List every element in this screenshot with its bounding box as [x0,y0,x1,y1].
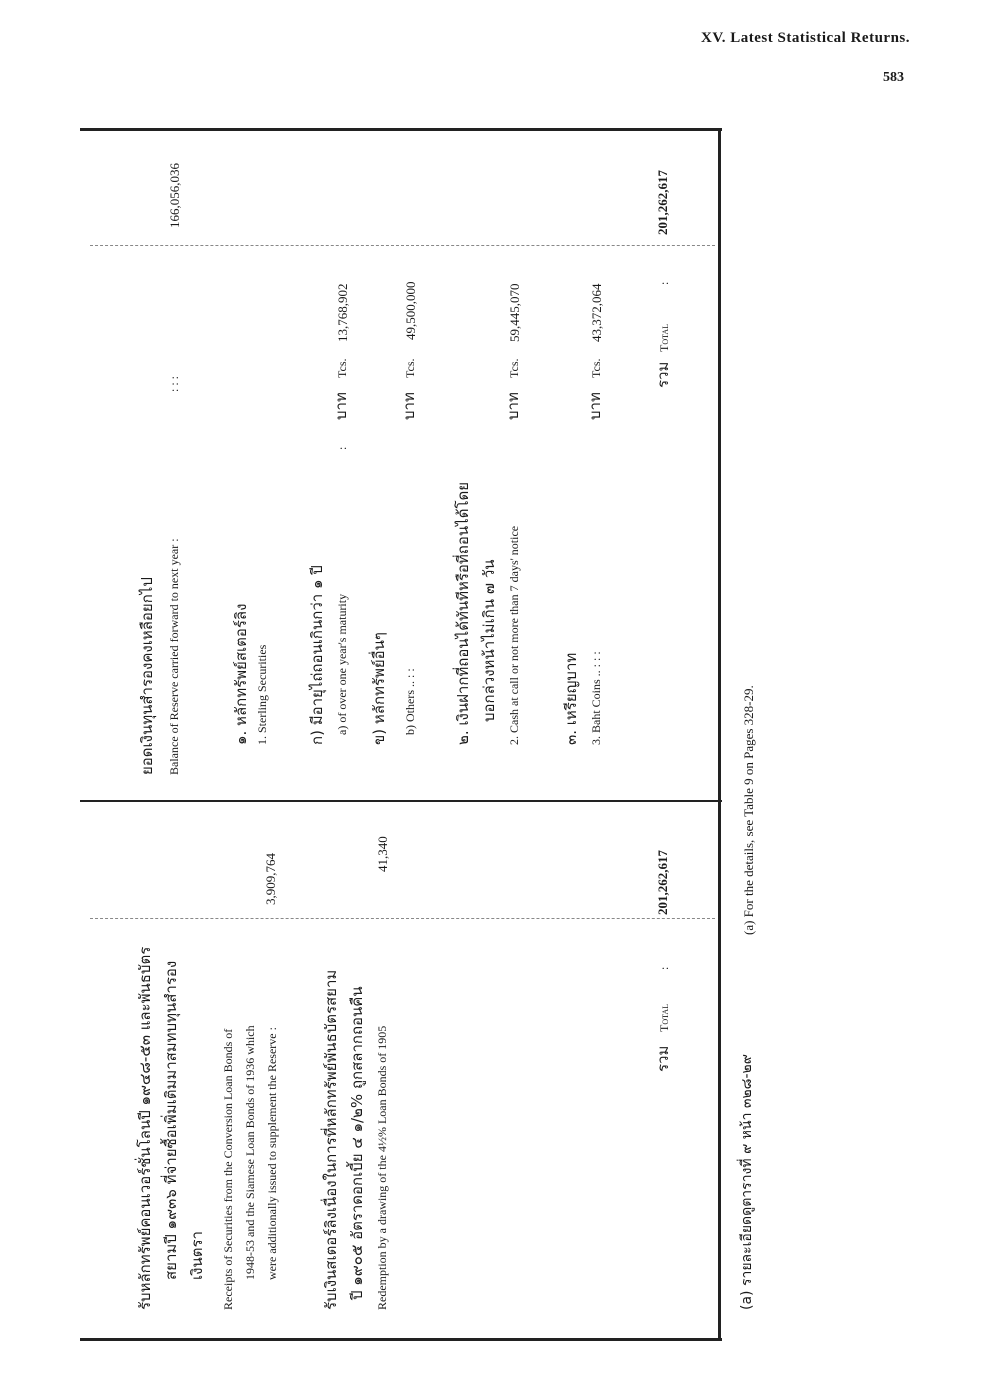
sec1b-en: b) Others .. : : [403,668,417,735]
item2-thai-line2: ปี ๑๙๐๕ อัตราดอกเบี้ย ๔ ๑/๒% ถูกสลากถอนคืน [348,986,366,1300]
sec3-amount: 43,372,064 [589,283,604,342]
item1-thai-line1: รับหลักทรัพย์คอนเวอร์ชั่นโลนปี ๑๙๔๘-๕๓ และพันธบัตร [136,946,154,1310]
item1-thai-line2: สยามปี ๑๙๓๖ ที่จ่ายซื้อเพิ่มเติมมาสมทบทุนสำรอง [162,960,180,1280]
balance-dots: : : : [167,375,181,392]
table-top-border [80,128,722,131]
item1-en-line2: 1948-53 and the Siamese Loan Bonds of 1936 which [243,1025,257,1280]
left-total-label-th: รวม [654,1045,672,1072]
sec1b-thai: ข) หลักทรัพย์อื่นๆ [370,632,388,745]
item1-thai-line3: เงินตรา [188,1231,206,1280]
sec2-amount: 59,445,070 [507,283,522,342]
table-right-border [718,128,721,1341]
item1-en-line1: Receipts of Securities from the Conversion Loan Bonds of [221,1028,235,1310]
left-total-amount: 201,262,617 [655,850,670,915]
balance-thai: ยอดเงินทุนสำรองคงเหลือยกไป [138,577,156,775]
sec1a-amount: 13,768,902 [335,283,350,342]
sec2-unit-en: Tcs. [507,358,521,378]
table-middle-divider [80,800,722,802]
sec2-en: 2. Cash at call or not more than 7 days' notice [507,525,521,745]
sec1b-unit-en: Tcs. [403,358,417,378]
running-head: XV. Latest Statistical Returns. [701,30,910,46]
sec2-thai-line2: บอกล่วงหน้าไม่เกิน ๗ วัน [480,559,498,722]
sec1a-unit-en: Tcs. [335,358,349,378]
item1-en-line3: were additionally issued to supplement the Reserve : [265,1027,279,1280]
sec1-thai: ๑. หลักทรัพย์สเตอร์ลิง [232,603,250,745]
right-total-amount: 201,262,617 [655,170,670,235]
sec3-unit-en: Tcs. [589,358,603,378]
footnote-en: (a) For the details, see Table 9 on Pages 328-29. [741,685,756,935]
item2-amount: 41,340 [375,836,390,872]
right-amount-rule [90,245,715,246]
sec1a-colon: : [335,446,349,450]
sec1b-amount: 49,500,000 [403,281,418,340]
right-total-colon: : [657,281,671,285]
item2-en-line1: Redemption by a drawing of the 4½% Loan Bonds of 1905 [375,1025,389,1310]
sec3-unit-th: บาท [586,392,604,420]
left-total-colon: : [657,966,671,970]
right-total-label-en: Total [657,323,671,352]
sec1a-en: a) of over one year's maturity [335,593,349,735]
balance-en: Balance of Reserve carried forward to next year : [167,538,181,775]
balance-amount: 166,056,036 [167,163,182,228]
sec1-en: 1. Sterling Securities [255,644,269,745]
footnote-thai: (a) รายละเอียดดูตารางที่ ๙ หน้า ๓๒๘-๒๙ [739,1053,755,1310]
sec3-thai: ๓. เหรียญบาท [562,652,580,745]
sec3-en: 3. Baht Coins .. : : : [589,651,603,745]
table-bottom-border [80,1338,722,1341]
sec2-thai-line1: ๒. เงินฝากที่ถอนได้ทันทีหรือที่ถอนได้โดย [454,481,472,745]
item1-amount: 3,909,764 [263,853,278,905]
sec1a-unit-th: บาท [332,392,350,420]
sec1b-unit-th: บาท [400,392,418,420]
item2-thai-line1: รับเงินสเตอร์ลิงเนื่องในการที่หลักทรัพย์พันธบัตรสยาม [322,969,340,1310]
right-total-label-th: รวม [654,361,672,388]
left-total-label-en: Total [657,1003,671,1032]
sec1a-thai: ก) มีอายุไถ่ถอนเกินกว่า ๑ ปี [308,565,326,745]
page-number: 583 [883,70,904,85]
left-amount-rule [90,918,715,919]
sec2-unit-th: บาท [504,392,522,420]
